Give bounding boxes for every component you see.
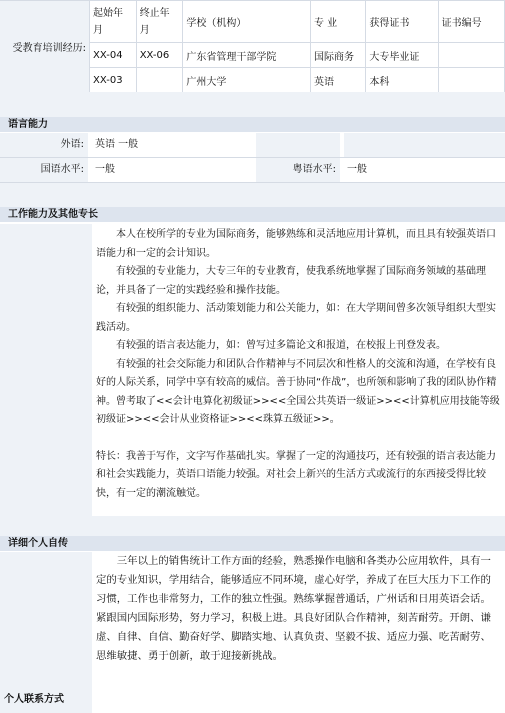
skills-paragraph: 有较强的组织能力、活动策划能力和公关能力，如：在大学期间曾多次领导组织大型实践活动。 xyxy=(96,303,496,333)
header-start: 起始年月 xyxy=(90,1,137,43)
row2-cert: 本科 xyxy=(366,68,438,93)
skills-paragraph: 本人在校所学的专业为国际商务，能够熟练和灵活地应用计算机，而且具有较强英语口语能力和一定的会计知识。 xyxy=(96,229,496,259)
row2-end xyxy=(136,68,183,93)
row1-end: XX-06 xyxy=(136,43,183,68)
row2-cert-no xyxy=(438,68,504,93)
skills-paragraph: 有较强的社会交际能力和团队合作精神与不同层次和性格人的交流和沟通，在学校有良好的人际关系，同学中享有较高的威信。善于协同“作战”，也所领和影响了我的团队协作精神。曾考取了<<会计电算化初级证>><<全国公共英语一级证>><<计算机应用技能等级初级证>><<会计从业资格证>><<珠算五级证>>。 xyxy=(96,358,500,425)
skills-text xyxy=(92,226,505,503)
spacer xyxy=(0,183,505,207)
self-eval-text xyxy=(92,552,505,666)
self-eval-sidebar xyxy=(0,552,92,670)
mandarin-label: 国语水平: xyxy=(0,158,88,182)
header-end: 终止年月 xyxy=(136,1,183,43)
education-label: 受教育培训经历: xyxy=(0,1,90,93)
language-section-title: 语言能力 xyxy=(0,117,505,132)
row1-major: 国际商务 xyxy=(310,43,365,68)
self-eval-paragraph: 三年以上的销售统计工作方面的经验，熟悉操作电脑和各类办公应用软件，具有一定的专业知识，学用结合，能够适应不同环境，虚心好学，养成了在巨大压力下工作的习惯，工作也非常努力，工作的独立性强。熟练掌握普通话，广州话和日用英语会话。紧跟国内国际形势，努力学习，积极上进。具良好团队合作精神，刻苦耐劳。开朗、谦虚、自律、自信、勤奋好学、脚踏实地、认真负责、坚毅不拔、适应力强、吃苦耐劳、思维敏捷、勇于创新，敢于迎接新挑战。 xyxy=(96,555,491,662)
spacer xyxy=(0,92,505,117)
header-school: 学校（机构） xyxy=(183,1,311,43)
education-table xyxy=(0,0,505,93)
mandarin-value: 一般 xyxy=(95,164,115,175)
row2-school: 广州大学 xyxy=(183,68,311,93)
foreign-label: 外语: xyxy=(0,133,88,157)
contact-section-title: 个人联系方式 xyxy=(4,694,64,705)
dialect-row xyxy=(0,158,505,183)
row1-start: XX-04 xyxy=(90,43,137,68)
row1-cert-no xyxy=(438,43,504,68)
foreign-language-row xyxy=(0,133,505,158)
cantonese-label: 粤语水平: xyxy=(256,158,340,182)
row2-major: 英语 xyxy=(310,68,365,93)
skills-section-title: 工作能力及其他专长 xyxy=(0,207,505,222)
header-cert-no: 证书编号 xyxy=(438,1,504,43)
contact-row xyxy=(0,670,505,713)
foreign-value: 英语 一般 xyxy=(95,139,139,150)
skills-paragraph: 有较强的专业能力，大专三年的专业教育，使我系统地掌握了国际商务领域的基础理论，并具备了一定的实践经验和操作技能。 xyxy=(96,266,486,296)
row1-cert: 大专毕业证 xyxy=(366,43,438,68)
row2-start: XX-03 xyxy=(90,68,137,93)
blank-cell xyxy=(344,133,505,157)
cantonese-value: 一般 xyxy=(347,164,367,175)
self-eval-section-title: 详细个人自传 xyxy=(0,536,505,551)
header-cert: 获得证书 xyxy=(366,1,438,43)
skills-sidebar xyxy=(0,224,92,516)
spacer xyxy=(0,516,505,536)
skills-special: 特长：我善于写作，文字写作基础扎实。掌握了一定的沟通技巧，还有较强的语言表达能力和社会实践能力，英语口语能力较强。对社会上新兴的生活方式或流行的东西接受得比较快，有一定的潮流触觉。 xyxy=(96,450,496,499)
skills-paragraph: 有较强的语言表达能力，如：曾写过多篇论文和报道，在校报上刊登发表。 xyxy=(116,340,446,351)
header-major: 专 业 xyxy=(310,1,365,43)
blank-cell xyxy=(256,133,340,157)
row1-school: 广东省管理干部学院 xyxy=(183,43,311,68)
